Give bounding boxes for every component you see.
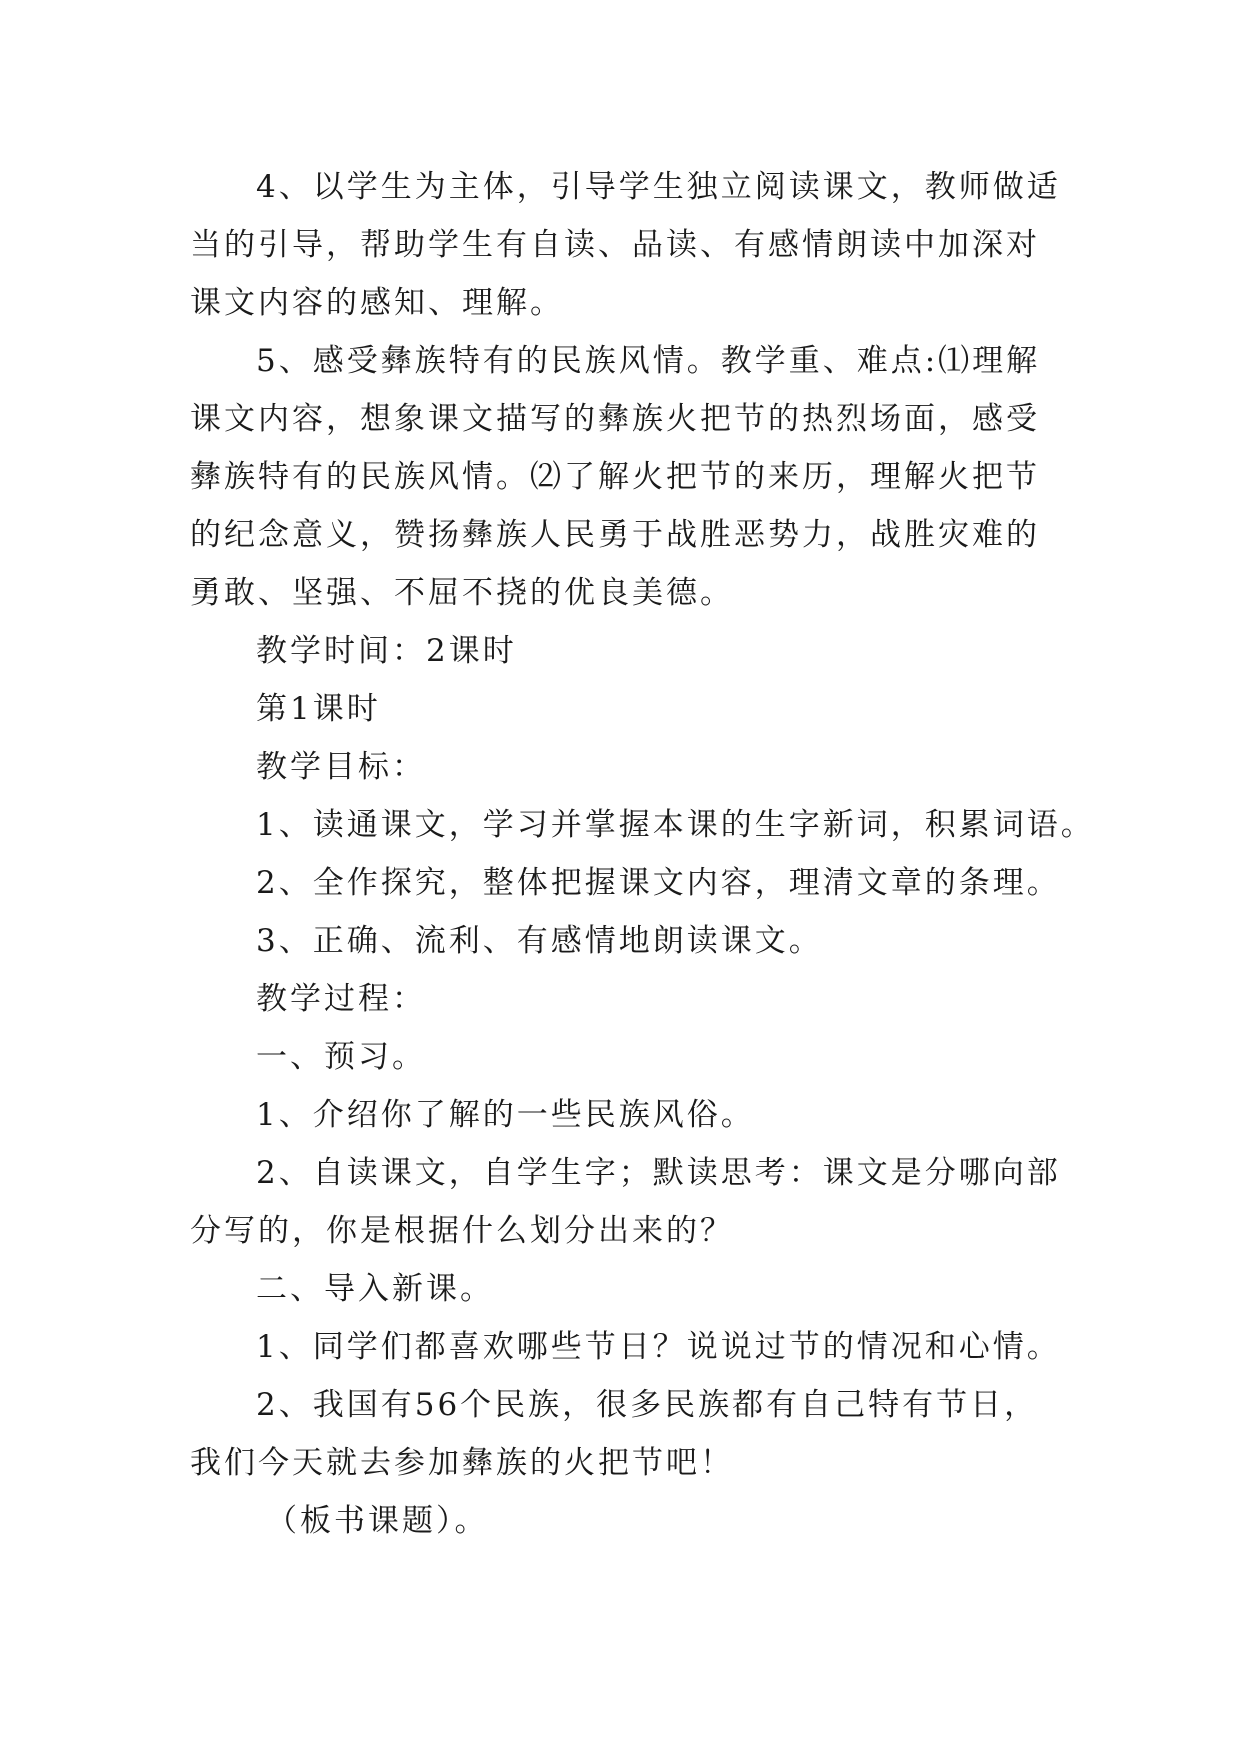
heading-teaching-goals: 教学目标：: [256, 749, 426, 785]
paragraph-lesson-number: 第1课时: [256, 691, 381, 727]
document-body: [190, 158, 1095, 1550]
preview-item-1: 1、介绍你了解的一些民族风俗。: [256, 1097, 755, 1133]
heading-teaching-process: 教学过程：: [256, 981, 426, 1017]
board-title-note: （板书课题）。: [266, 1503, 489, 1539]
paragraph-objective-5: 5、感受彝族特有的民族风情。教学重、难点:⑴理解课文内容，想象课文描写的彝族火把节的热烈场面，感受彝族特有的民族风情。⑵了解火把节的来历，理解火把节的纪念意义，赞扬彝族人民勇于战胜恶势力，战胜灾难的勇敢、坚强、不屈不挠的优良美德。: [190, 343, 1041, 611]
goal-item-3: 3、正确、流利、有感情地朗读课文。: [256, 923, 823, 959]
goal-item-1: 1、读通课文，学习并掌握本课的生字新词，积累词语。: [256, 807, 1095, 843]
paragraph-teaching-time: 教学时间：2课时: [256, 633, 517, 669]
section-preview: 一、预习。: [256, 1039, 426, 1075]
goal-item-2: 2、全作探究，整体把握课文内容，理清文章的条理。: [256, 865, 1061, 901]
paragraph-objective-4: 4、以学生为主体，引导学生独立阅读课文，教师做适当的引导，帮助学生有自读、品读、有感情朗读中加深对课文内容的感知、理解。: [190, 169, 1061, 321]
section-introduction: 二、导入新课。: [256, 1271, 494, 1307]
introduction-item-2: 2、我国有56个民族，很多民族都有自己特有节日，我们今天就去参加彝族的火把节吧！: [190, 1387, 1039, 1481]
introduction-item-1: 1、同学们都喜欢哪些节日？说说过节的情况和心情。: [256, 1329, 1061, 1365]
preview-item-2: 2、自读课文，自学生字；默读思考：课文是分哪向部分写的，你是根据什么划分出来的？: [190, 1155, 1061, 1249]
